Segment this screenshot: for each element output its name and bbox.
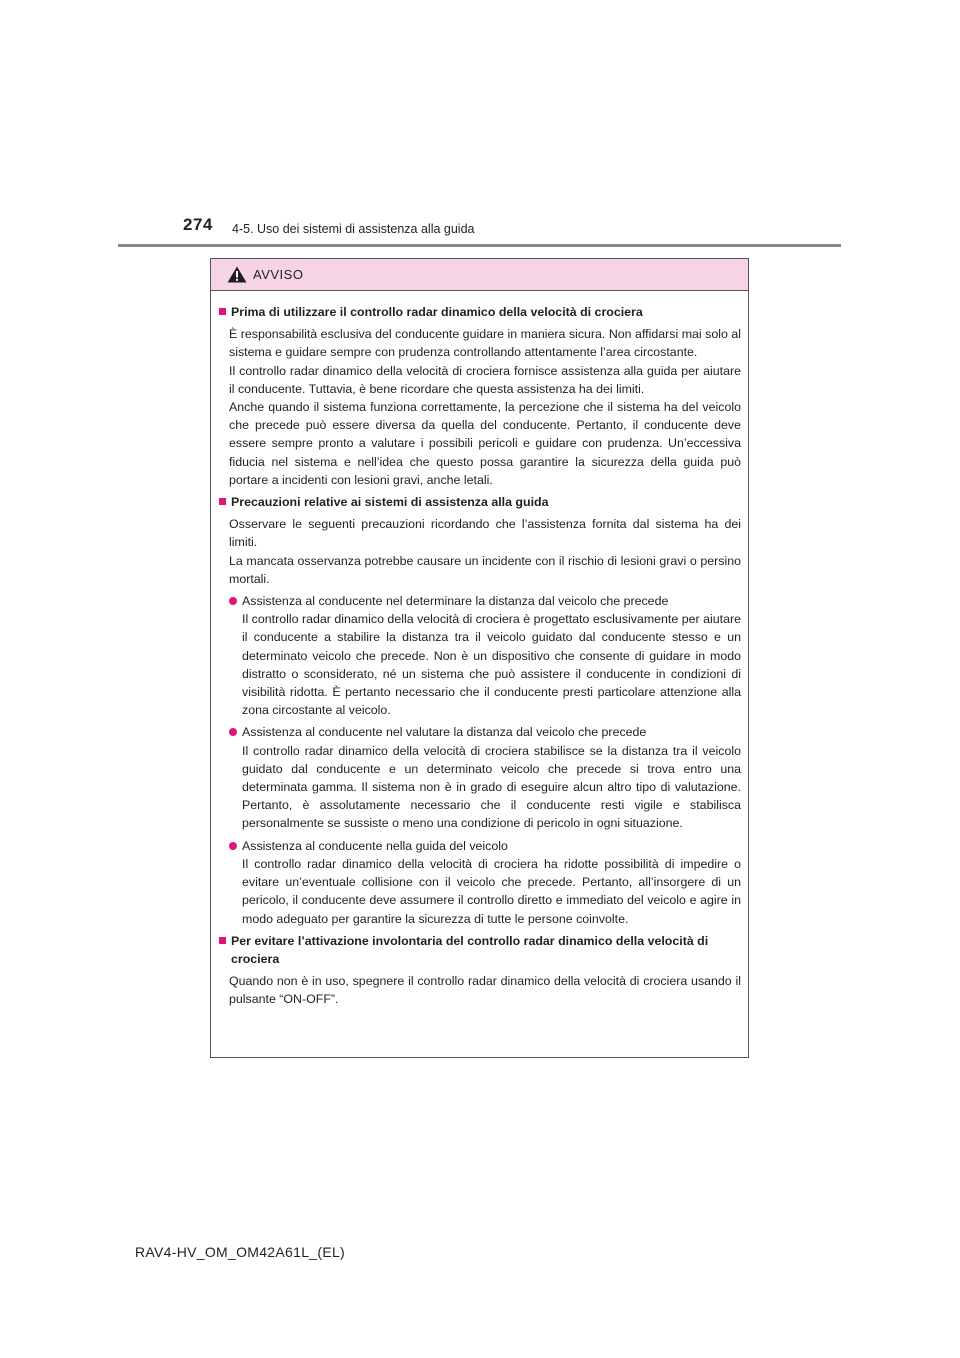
circle-bullet-icon <box>229 597 237 605</box>
section-paragraph: È responsabilità esclusiva del conducente guidare in maniera sicura. Non affidarsi mai solo al sistema e guidare sempre con prudenza controllando attentamente l’area circostante. Il controllo radar dinamico della velocità di crociera fornisce assistenza alla guida per aiutare il conducente. Tuttavia, è bene ricordare che questa assistenza ha dei limiti. Anche quando il sistema funziona correttamente, la percezione che il sistema ha del veicolo che precede può essere diversa da quella del conducente. Pertanto, il conducente deve essere sempre pronto a valutare i possibili pericoli e guidare con prudenza. Un’eccessiva fiducia nel sistema e nell’idea che questo possa garantire la sicurezza della guida può portare a incidenti con lesioni gravi, anche letali. <box>229 327 741 487</box>
section-heading-text: Precauzioni relative ai sistemi di assistenza alla guida <box>231 495 549 510</box>
list-item <box>218 592 741 719</box>
list-item-text: Assistenza al conducente nel valutare la distanza dal veicolo che precede Il controllo radar dinamico della velocità di crociera stabilisce se la distanza tra il veicolo guidato dal conducente e un determinato veicolo che precede si trova entro una determinata gamma. Il sistema non è in grado di eseguire alcun altro tipo di valutazione. Pertanto, è assolutamente necessario che il conducente resti vigile e stabilisca personalmente se sussiste o meno una condizione di pericolo in ogni situazione. <box>242 725 741 831</box>
section-heading-text: Prima di utilizzare il controllo radar dinamico della velocità di crociera <box>231 305 643 319</box>
list-item <box>218 837 741 928</box>
section-title: 4-5. Uso dei sistemi di assistenza alla guida <box>232 222 475 236</box>
section-paragraph: Osservare le seguenti precauzioni ricordando che l’assistenza fornita dal sistema ha dei limiti. La mancata osservanza potrebbe causare un incidente con il rischio di lesioni gravi o persino mortali. <box>229 517 741 586</box>
square-bullet-icon <box>219 937 226 944</box>
warning-body <box>211 291 748 1009</box>
warning-box <box>210 258 749 1058</box>
page-number: 274 <box>183 215 213 234</box>
warning-header <box>211 259 748 291</box>
section-heading <box>218 932 741 968</box>
section-heading <box>218 493 741 511</box>
document-code: RAV4-HV_OM_OM42A61L_(EL) <box>135 1244 346 1260</box>
square-bullet-icon <box>219 498 226 505</box>
warning-triangle-icon <box>227 266 247 283</box>
list-item-text: Assistenza al conducente nella guida del veicolo Il controllo radar dinamico della velocità di crociera ha ridotte possibilità di impedire o evitare un’eventuale collisione con il veicolo che precede. Pertanto, all’insorgere di un pericolo, il conducente deve assumere il controllo diretto e immediato del veicolo e agire in modo adeguato per garantire la sicurezza di tutte le persone coinvolte. <box>242 838 741 926</box>
warning-label: AVVISO <box>253 267 304 282</box>
section-paragraph: Quando non è in uso, spegnere il controllo radar dinamico della velocità di crociera usando il pulsante “ON-OFF”. <box>229 974 741 1007</box>
list-item <box>218 723 741 832</box>
circle-bullet-icon <box>229 728 237 736</box>
list-item-text: Assistenza al conducente nel determinare la distanza dal veicolo che precede Il controllo radar dinamico della velocità di crociera è progettato esclusivamente per aiutare il conducente a stabilire la distanza tra il veicolo guidato dal conducente stesso e un determinato veicolo che precede. Non è un dispositivo che consente di guidare in modo distratto o sconsiderato, né un sistema che può assistere il conducente in condizioni di visibilità ridotta. È pertanto necessario che il conducente presti particolare attenzione alla zona circostante al veicolo. <box>242 594 741 718</box>
section-heading <box>218 303 741 321</box>
square-bullet-icon <box>219 308 226 315</box>
header-divider <box>118 244 841 247</box>
section-heading-text: Per evitare l’attivazione involontaria del controllo radar dinamico della velocità di crociera <box>231 933 709 966</box>
circle-bullet-icon <box>229 842 237 850</box>
